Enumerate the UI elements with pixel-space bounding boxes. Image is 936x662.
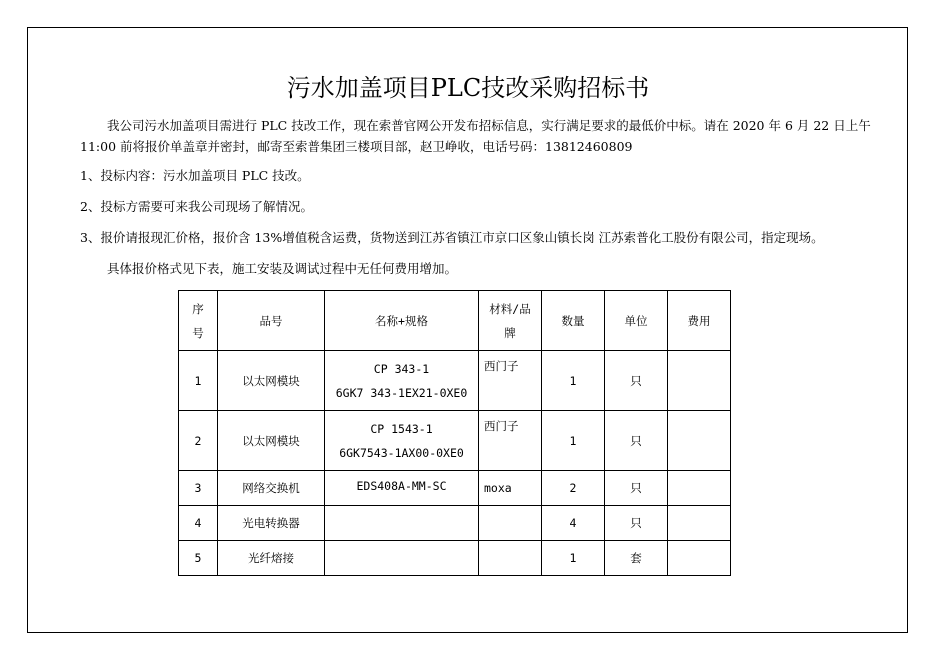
cell-seq: 5 <box>179 541 218 576</box>
cell-cost <box>668 351 731 411</box>
site-visit-item: 2、投标方需要可来我公司现场了解情况。 <box>80 199 313 214</box>
table-header-row <box>179 291 731 351</box>
cell-spec: CP 1543-1 6GK7543-1AX00-0XE0 <box>325 411 479 471</box>
cell-spec: EDS408A-MM-SC <box>325 471 479 506</box>
table-row <box>179 541 731 576</box>
cell-brand: 西门子 <box>479 411 542 471</box>
cell-qty: 1 <box>542 351 605 411</box>
cell-cost <box>668 541 731 576</box>
bid-content-item: 1、投标内容：污水加盖项目 PLC 技改。 <box>80 168 310 183</box>
header-model: 品号 <box>218 291 325 351</box>
cell-qty: 1 <box>542 411 605 471</box>
intro-paragraph: 我公司污水加盖项目需进行 PLC 技改工作，现在索普官网公开发布招标信息，实行满足要求的最低价中标。请在 2020 年 6 月 22 日上午 11:00 前将报价单盖章并密封，邮寄至索普集团三楼项目部，赵卫峥收，电话号码：13812460809 <box>80 118 871 154</box>
table-row <box>179 471 731 506</box>
table-row <box>179 506 731 541</box>
cell-qty: 1 <box>542 541 605 576</box>
cell-cost <box>668 506 731 541</box>
cell-qty: 2 <box>542 471 605 506</box>
cell-unit: 套 <box>605 541 668 576</box>
header-material: 材料/品 牌 <box>479 291 542 351</box>
table-row <box>179 411 731 471</box>
cell-model: 光电转换器 <box>218 506 325 541</box>
cell-seq: 3 <box>179 471 218 506</box>
cell-brand <box>479 541 542 576</box>
cell-spec <box>325 506 479 541</box>
cell-qty: 4 <box>542 506 605 541</box>
header-seq: 序 号 <box>179 291 218 351</box>
quote-table <box>178 290 731 576</box>
header-cost: 费用 <box>668 291 731 351</box>
cell-cost <box>668 411 731 471</box>
pricing-item: 3、报价请报现汇价格，报价含 13%增值税含运费，货物送到江苏省镇江市京口区象山镇长岗 江苏索普化工股份有限公司，指定现场。 <box>80 230 824 245</box>
cell-model: 以太网模块 <box>218 351 325 411</box>
cell-model: 以太网模块 <box>218 411 325 471</box>
cell-seq: 4 <box>179 506 218 541</box>
header-name-spec: 名称+规格 <box>325 291 479 351</box>
cell-unit: 只 <box>605 351 668 411</box>
header-quantity: 数量 <box>542 291 605 351</box>
cell-brand <box>479 506 542 541</box>
document-title: 污水加盖项目PLC技改采购招标书 <box>286 74 650 102</box>
cell-brand: moxa <box>479 471 542 506</box>
cell-model: 网络交换机 <box>218 471 325 506</box>
table-row <box>179 351 731 411</box>
cell-model: 光纤熔接 <box>218 541 325 576</box>
header-unit: 单位 <box>605 291 668 351</box>
cell-seq: 2 <box>179 411 218 471</box>
cell-brand: 西门子 <box>479 351 542 411</box>
cell-unit: 只 <box>605 411 668 471</box>
cell-spec <box>325 541 479 576</box>
cell-unit: 只 <box>605 506 668 541</box>
cell-unit: 只 <box>605 471 668 506</box>
cell-seq: 1 <box>179 351 218 411</box>
cell-spec: CP 343-1 6GK7 343-1EX21-0XE0 <box>325 351 479 411</box>
format-note: 具体报价格式见下表，施工安装及调试过程中无任何费用增加。 <box>107 261 458 276</box>
cell-cost <box>668 471 731 506</box>
